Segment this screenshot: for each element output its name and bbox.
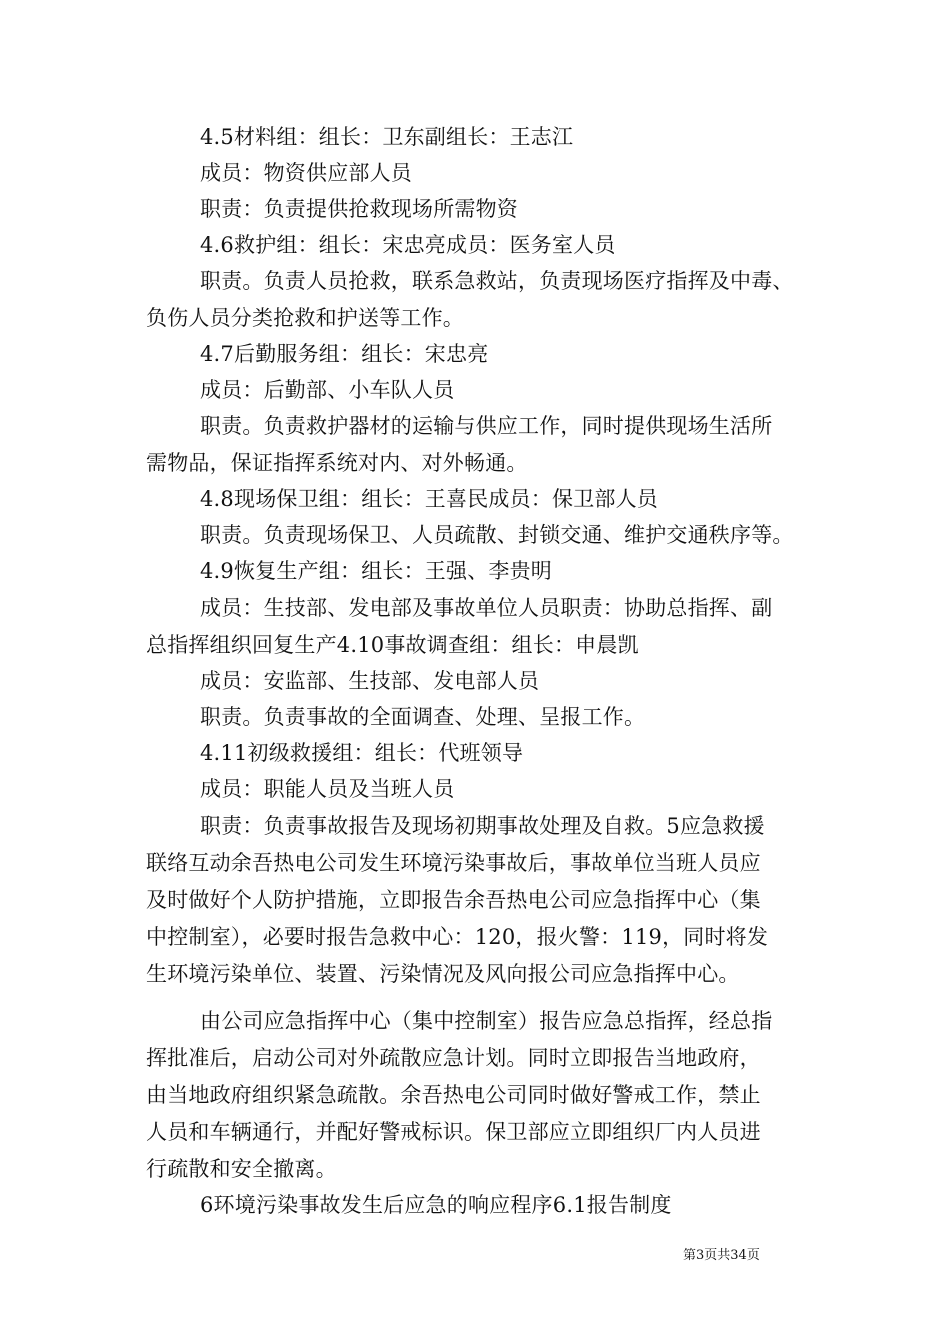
- text-line: 联络互动余吾热电公司发生环境污染事故后，事故单位当班人员应: [146, 851, 761, 875]
- text-line: 4.9恢复生产组：组长：王强、李贵明: [200, 559, 552, 583]
- text-line: 挥批准后，启动公司对外疏散应急计划。同时立即报告当地政府，: [146, 1046, 761, 1070]
- text-line: 生环境污染单位、装置、污染情况及风向报公司应急指挥中心。: [146, 962, 740, 986]
- text-line: 总指挥组织回复生产4.10事故调查组：组长：申晨凯: [146, 633, 639, 657]
- text-line: 4.5材料组：组长：卫东副组长：王志江: [200, 125, 574, 149]
- page-number: 第3页共34页: [683, 1248, 760, 1263]
- text-line: 由当地政府组织紧急疏散。余吾热电公司同时做好警戒工作，禁止: [146, 1083, 761, 1107]
- text-line: 4.7后勤服务组：组长：宋忠亮: [200, 342, 489, 366]
- text-line: 及时做好个人防护措施，立即报告余吾热电公司应急指挥中心（集: [146, 888, 761, 912]
- text-line: 成员：职能人员及当班人员: [200, 777, 455, 801]
- text-line: 中控制室），必要时报告急救中心：120，报火警：119，同时将发: [146, 925, 769, 949]
- text-line: 由公司应急指挥中心（集中控制室）报告应急总指挥，经总指: [200, 1009, 773, 1033]
- text-line: 行疏散和安全撤离。: [146, 1157, 337, 1181]
- text-line: 4.11初级救援组：组长：代班领导: [200, 741, 524, 765]
- text-line: 4.8现场保卫组：组长：王喜民成员：保卫部人员: [200, 487, 658, 511]
- text-line: 职责。负责救护器材的运输与供应工作，同时提供现场生活所: [200, 414, 773, 438]
- text-line: 成员：生技部、发电部及事故单位人员职责：协助总指挥、副: [200, 596, 773, 620]
- text-line: 6环境污染事故发生后应急的响应程序6.1报告制度: [200, 1193, 672, 1217]
- text-line: 人员和车辆通行，并配好警戒标识。保卫部应立即组织厂内人员进: [146, 1120, 761, 1144]
- text-line: 职责。负责现场保卫、人员疏散、封锁交通、维护交通秩序等。: [200, 523, 794, 547]
- text-line: 职责：负责事故报告及现场初期事故处理及自救。5应急救援: [200, 814, 765, 838]
- text-line: 成员：安监部、生技部、发电部人员: [200, 669, 540, 693]
- text-line: 职责。负责事故的全面调查、处理、呈报工作。: [200, 705, 646, 729]
- text-line: 需物品，保证指挥系统对内、对外畅通。: [146, 451, 528, 475]
- text-line: 成员：物资供应部人员: [200, 161, 412, 185]
- text-line: 职责。负责人员抢救，联系急救站，负责现场医疗指挥及中毒、: [200, 269, 794, 293]
- text-line: 成员：后勤部、小车队人员: [200, 378, 455, 402]
- text-line: 职责：负责提供抢救现场所需物资: [200, 197, 518, 221]
- text-line: 负伤人员分类抢救和护送等工作。: [146, 306, 464, 330]
- text-line: 4.6救护组：组长：宋忠亮成员：医务室人员: [200, 233, 616, 257]
